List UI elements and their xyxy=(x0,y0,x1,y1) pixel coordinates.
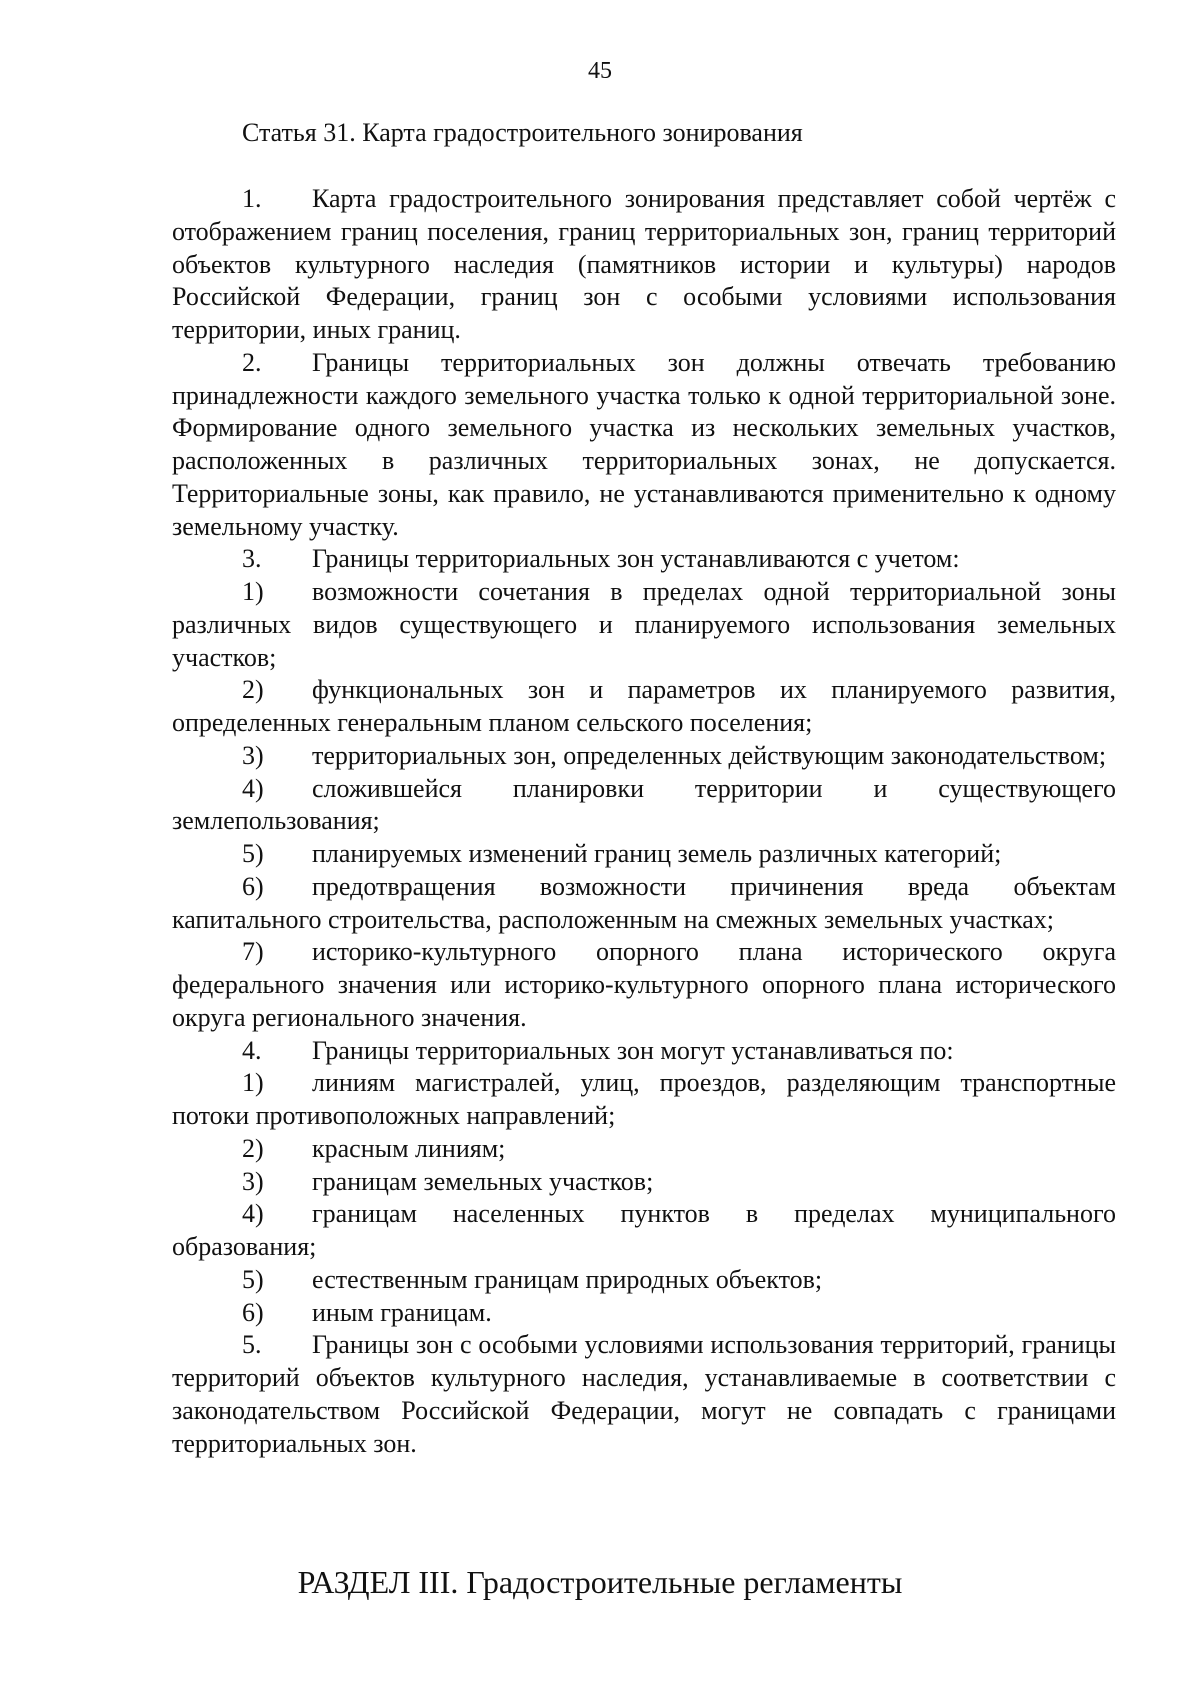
list-item-number: 4) xyxy=(242,1199,264,1229)
list-item-number: 1) xyxy=(242,577,264,606)
paragraph-1 xyxy=(172,183,1116,347)
list-item-text: границам земельных участков; xyxy=(312,1166,654,1196)
list-item-text: планируемых изменений границ земель различных категорий; xyxy=(312,839,1002,868)
list-item-number: 5) xyxy=(242,1264,264,1294)
paragraph-2 xyxy=(172,347,1116,544)
list-item-3-2 xyxy=(172,674,1116,740)
list-item-number: 3) xyxy=(242,1166,264,1196)
list-item-text: иным границам. xyxy=(312,1297,492,1327)
list-item-text: линиям магистралей, улиц, проездов, разделяющим транспортные потоки противоположных направлений; xyxy=(172,1068,1116,1130)
list-item-3-5 xyxy=(172,838,1116,871)
list-item-text: красным линиям; xyxy=(312,1133,506,1163)
paragraph-number: 1. xyxy=(242,184,262,213)
paragraph-4 xyxy=(172,1035,1116,1068)
paragraph-number: 4. xyxy=(242,1035,262,1065)
paragraph-text: Границы территориальных зон устанавливаются с учетом: xyxy=(312,544,960,574)
paragraph-text: Границы зон с особыми условиями использования территорий, границы территорий объектов культурного наследия, устанавливаемые в соответствии с законодательством Российской Федерации, могут не совпадать с границами территориальных зон. xyxy=(172,1330,1116,1458)
list-item-4-5 xyxy=(172,1264,1116,1297)
list-item-4-4 xyxy=(172,1198,1116,1264)
list-item-number: 3) xyxy=(242,740,264,770)
paragraph-number: 5. xyxy=(242,1330,262,1360)
list-item-4-2 xyxy=(172,1133,1116,1166)
paragraph-text: Границы территориальных зон должны отвечать требованию принадлежности каждого земельного участка только к одной территориальной зоне. Формирование одного земельного участка из нескольких земельных участков, расположенных в различных территориальных зонах, не допускается. Территориальные зоны, как правило, не устанавливаются применительно к одному земельному участку. xyxy=(172,347,1116,541)
paragraph-number: 2. xyxy=(242,347,262,377)
section-title: РАЗДЕЛ III. Градостроительные регламенты xyxy=(297,1564,903,1600)
list-item-number: 2) xyxy=(242,1133,264,1163)
list-item-number: 6) xyxy=(242,1297,264,1327)
article-title: Статья 31. Карта градостроительного зонирования xyxy=(242,118,803,147)
paragraph-number: 3. xyxy=(242,544,262,574)
list-item-text: предотвращения возможности причинения вреда объектам капитального строительства, расположенным на смежных земельных участках; xyxy=(172,871,1116,934)
list-item-4-6 xyxy=(172,1297,1116,1330)
list-item-number: 4) xyxy=(242,773,264,803)
list-item-text: историко-культурного опорного плана исторического округа федерального значения или историко-культурного опорного плана исторического округа регионального значения. xyxy=(172,937,1116,1032)
paragraph-text: Карта градостроительного зонирования представляет собой чертёж с отображением границ поселения, границ территориальных зон, границ территорий объектов культурного наследия (памятников истории и культуры) народов Российской Федерации, границ зон с особыми условиями использования территории, иных границ. xyxy=(172,184,1116,344)
list-item-3-4 xyxy=(172,773,1116,839)
paragraph-5 xyxy=(172,1329,1116,1460)
list-item-4-1 xyxy=(172,1067,1116,1133)
list-item-number: 7) xyxy=(242,937,264,967)
list-item-number: 5) xyxy=(242,839,264,868)
article-body xyxy=(172,183,1116,1460)
list-item-3-3 xyxy=(172,740,1116,773)
list-item-3-6 xyxy=(172,871,1116,937)
list-item-4-3 xyxy=(172,1166,1116,1199)
list-item-text: естественным границам природных объектов; xyxy=(312,1264,823,1294)
list-item-number: 2) xyxy=(242,675,264,705)
paragraph-text: Границы территориальных зон могут устанавливаться по: xyxy=(312,1035,954,1065)
list-item-text: возможности сочетания в пределах одной территориальной зоны различных видов существующего и планируемого использования земельных участков; xyxy=(172,577,1116,672)
list-item-number: 6) xyxy=(242,871,264,901)
list-item-3-1 xyxy=(172,576,1116,674)
paragraph-3 xyxy=(172,543,1116,576)
list-item-text: территориальных зон, определенных действующим законодательством; xyxy=(312,740,1107,770)
list-item-number: 1) xyxy=(242,1068,264,1098)
list-item-text: функциональных зон и параметров их планируемого развития, определенных генеральным планом сельского поселения; xyxy=(172,675,1116,737)
list-item-text: границам населенных пунктов в пределах муниципального образования; xyxy=(172,1199,1116,1261)
list-item-3-7 xyxy=(172,936,1116,1034)
list-item-text: сложившейся планировки территории и существующего землепользования; xyxy=(172,773,1116,836)
page-number: 45 xyxy=(588,58,612,84)
